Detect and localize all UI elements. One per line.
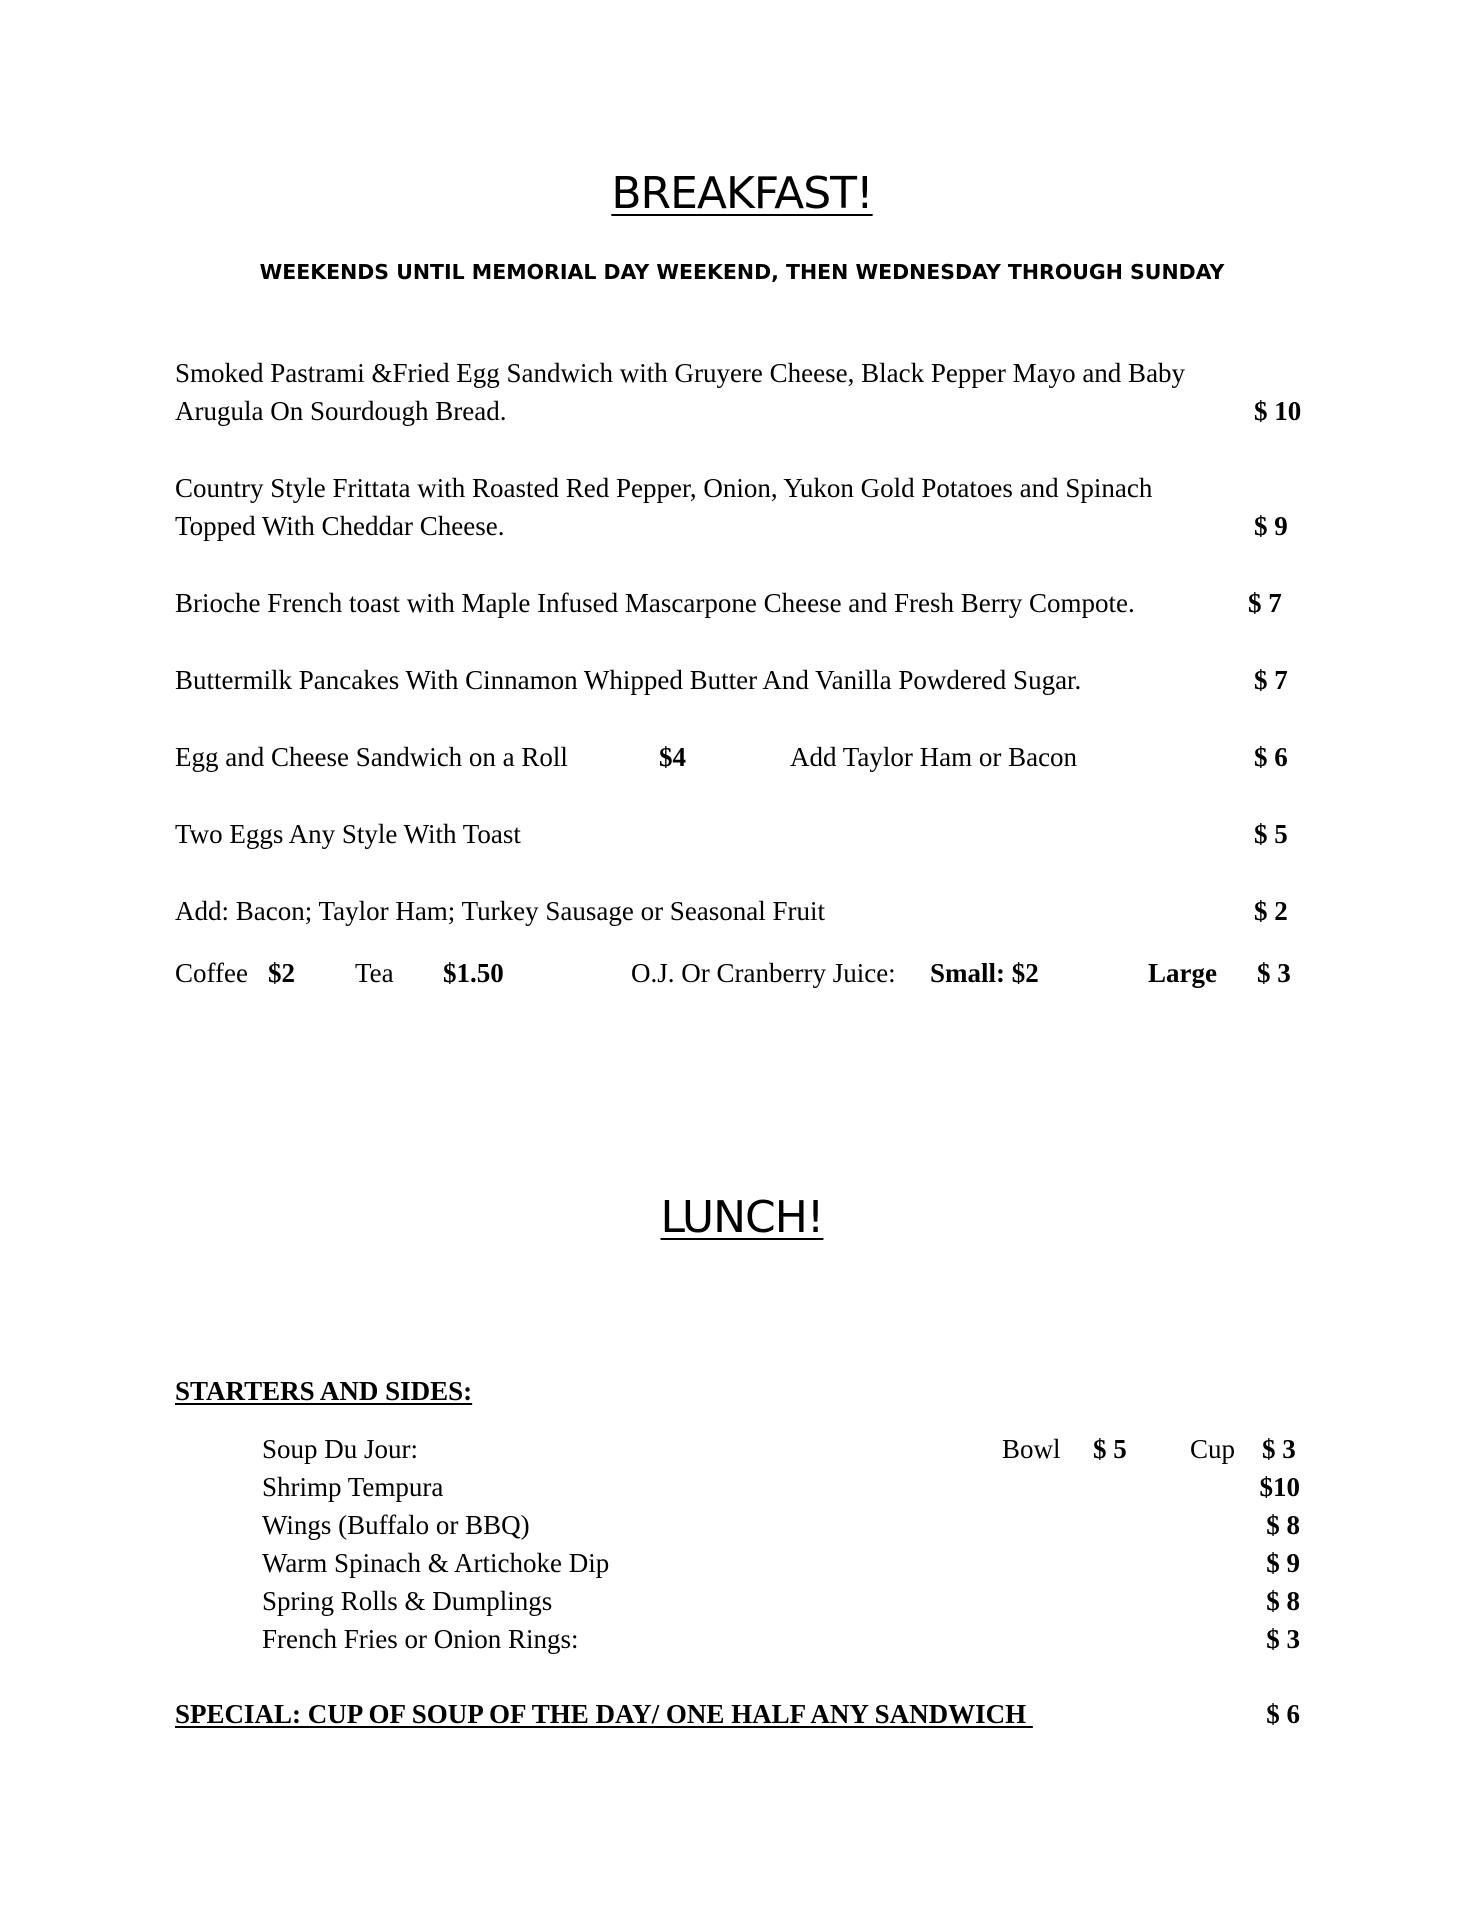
juice-label: O.J. Or Cranberry Juice: <box>631 958 896 988</box>
item-price: $ 2 <box>1254 896 1288 926</box>
starter-price: $10 <box>1259 1472 1300 1502</box>
breakfast-subtitle: WEEKENDS UNTIL MEMORIAL DAY WEEKEND, THEN WEDNESDAY THROUGH SUNDAY <box>259 260 1225 284</box>
item-description: Buttermilk Pancakes With Cinnamon Whipped Butter And Vanilla Powdered Sugar. <box>175 665 1082 695</box>
starter-name: Shrimp Tempura <box>262 1472 444 1502</box>
starter-name: French Fries or Onion Rings: <box>262 1624 579 1654</box>
item-description: Add: Bacon; Taylor Ham; Turkey Sausage or Seasonal Fruit <box>175 896 826 926</box>
starter-price: $ 8 <box>1266 1510 1300 1540</box>
tea-label: Tea <box>355 958 394 988</box>
item-price: $ 7 <box>1248 588 1282 618</box>
starters-heading: STARTERS AND SIDES: <box>175 1376 473 1406</box>
item-price: $ 10 <box>1254 396 1302 426</box>
tea-price: $1.50 <box>443 958 504 988</box>
item-price: $ 7 <box>1254 665 1288 695</box>
item-description: Two Eggs Any Style With Toast <box>175 819 521 849</box>
soup-cup-price: $ 3 <box>1262 1434 1296 1464</box>
juice-small-price: Small: $2 <box>930 958 1039 988</box>
breakfast-title: BREAKFAST! <box>611 168 873 219</box>
lunch-title: LUNCH! <box>660 1192 824 1243</box>
soup-bowl-price: $ 5 <box>1093 1434 1127 1464</box>
juice-large-price: $ 3 <box>1257 958 1291 988</box>
starter-name: Warm Spinach & Artichoke Dip <box>262 1548 610 1578</box>
addon-price: $ 6 <box>1254 742 1288 772</box>
item-price: $ 9 <box>1254 511 1288 541</box>
coffee-label: Coffee <box>175 958 248 988</box>
soup-name: Soup Du Jour: <box>262 1434 419 1464</box>
item-price: $ 5 <box>1254 819 1288 849</box>
starter-price: $ 9 <box>1266 1548 1300 1578</box>
starter-name: Spring Rolls & Dumplings <box>262 1586 553 1616</box>
soup-bowl-label: Bowl <box>1002 1434 1061 1464</box>
item-description-line1: Smoked Pastrami &Fried Egg Sandwich with Gruyere Cheese, Black Pepper Mayo and Baby <box>175 358 1186 388</box>
starter-price: $ 8 <box>1266 1586 1300 1616</box>
coffee-price: $2 <box>268 958 295 988</box>
special-price: $ 6 <box>1266 1699 1300 1729</box>
addon-label: Add Taylor Ham or Bacon <box>790 742 1078 772</box>
item-description-line1: Country Style Frittata with Roasted Red Pepper, Onion, Yukon Gold Potatoes and Spinach <box>175 473 1153 503</box>
juice-large-label: Large <box>1148 958 1217 988</box>
item-description-line2: Topped With Cheddar Cheese. <box>175 511 505 541</box>
special-label: SPECIAL: CUP OF SOUP OF THE DAY/ ONE HALF ANY SANDWICH <box>175 1699 1033 1729</box>
starter-price: $ 3 <box>1266 1624 1300 1654</box>
item-price: $4 <box>659 742 686 772</box>
item-description-line2: Arugula On Sourdough Bread. <box>175 396 507 426</box>
soup-cup-label: Cup <box>1190 1434 1236 1464</box>
item-description: Egg and Cheese Sandwich on a Roll <box>175 742 568 772</box>
item-description: Brioche French toast with Maple Infused Mascarpone Cheese and Fresh Berry Compote. <box>175 588 1135 618</box>
starter-name: Wings (Buffalo or BBQ) <box>262 1510 530 1540</box>
